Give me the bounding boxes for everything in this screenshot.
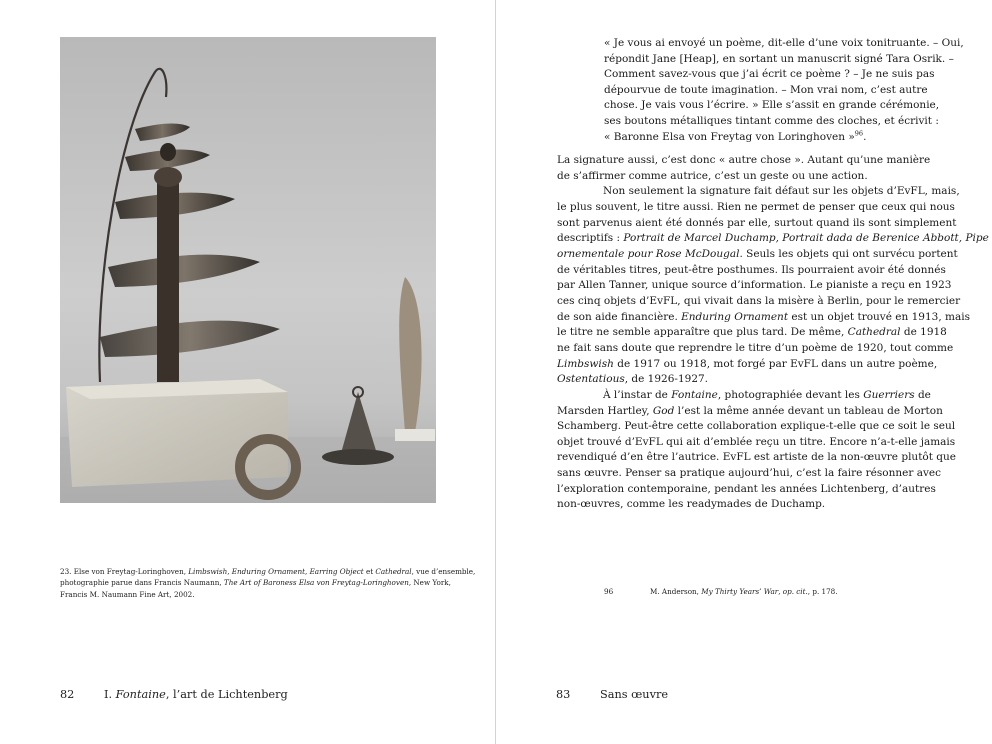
- paragraph-italic: Cathedral: [847, 326, 901, 339]
- footnote-book-title: My Thirty Years’ War: [701, 587, 779, 596]
- quote-line: dépourvue de toute imagination. – Mon vrai nom, c’est autre: [604, 83, 928, 96]
- artwork-photograph: [60, 37, 436, 503]
- paragraph-italic: Guerriers: [863, 388, 915, 401]
- paragraph-line: par Allen Tanner, unique source d’information. Le pianiste a reçu en 1923: [557, 279, 952, 292]
- paragraph-italic: Limbswish: [557, 357, 614, 370]
- paragraph-text: À l’instar de: [603, 388, 672, 401]
- paragraph-text: de: [914, 388, 931, 401]
- paragraph-line: non-œuvres, comme les readymades de Duchamp.: [557, 498, 826, 511]
- paragraph-italic: Enduring Ornament: [681, 310, 789, 323]
- paragraph-text: est un objet trouvé en 1913, mais: [788, 310, 970, 323]
- paragraph-text: le titre ne semble apparaître que plus tard. De même,: [557, 326, 848, 339]
- caption-text: Francis M. Naumann Fine Art, 2002.: [60, 589, 195, 599]
- caption-text: ,: [304, 567, 310, 576]
- footnote-part: , p. 178.: [807, 587, 838, 596]
- paragraph-line: sont parvenus aient été donnés par elle, surtout quand ils sont simplement: [557, 216, 957, 229]
- paragraph-text: . Seuls les objets qui ont survécu portent: [739, 247, 958, 260]
- running-head-part: I.: [104, 688, 116, 701]
- paragraph-italic: Ostentatious: [557, 373, 625, 386]
- page-number-left: 82: [60, 688, 75, 701]
- quote-line: ses boutons métalliques tintant comme des cloches, et écrivit :: [604, 114, 939, 127]
- paragraph-text: de son aide financière.: [557, 310, 682, 323]
- page-number-right: 83: [556, 688, 571, 701]
- sculpture-image: [60, 37, 436, 503]
- quote-line: « Je vous ai envoyé un poème, dit-elle d’une voix tonitruante. – Oui,: [604, 37, 964, 49]
- paragraph-text: , photographiée devant les: [717, 388, 864, 401]
- paragraph-line: sans œuvre. Penser sa pratique aujourd’hui, c’est la faire résonner avec: [557, 467, 941, 480]
- paragraph-text: Marsden Hartley,: [557, 404, 653, 417]
- paragraph-line: La signature aussi, c’est donc « autre chose ». Autant qu’une manière: [557, 154, 931, 166]
- paragraph-line: de s’affirmer comme autrice, c’est un geste ou une action.: [557, 169, 868, 182]
- running-head-part: , l’art de Lichtenberg: [165, 688, 288, 701]
- figure-caption: [60, 566, 476, 600]
- caption-title: Cathedral: [375, 567, 412, 576]
- caption-book-title: The Art of Baroness Elsa von Freytag-Loringhoven: [223, 578, 409, 588]
- caption-text: , New York,: [408, 578, 451, 588]
- caption-title: Earring Object: [309, 567, 364, 576]
- quote-line: chose. Je vais vous l’écrire. » Elle s’assit en grande cérémonie,: [604, 99, 940, 112]
- running-head-right: Sans œuvre: [600, 688, 669, 701]
- paragraph-line: l’exploration contemporaine, pendant les années Lichtenberg, d’autres: [557, 482, 936, 495]
- paragraph-line: le plus souvent, le titre aussi. Rien ne permet de penser que ceux qui nous: [557, 200, 955, 213]
- paragraph-line: ne fait sans doute que reprendre le titre d’un poème de 1920, tout comme: [557, 341, 954, 354]
- block-quote: [604, 36, 964, 145]
- paragraph-text: descriptifs :: [557, 232, 624, 245]
- paragraph-text: de 1917 ou 1918, mot forgé par EvFL dans un autre poème,: [613, 357, 938, 370]
- running-head-italic: Fontaine: [115, 688, 166, 701]
- left-page: [0, 0, 495, 744]
- footnote-reference[interactable]: 96: [854, 129, 864, 138]
- footnote-text: [650, 587, 838, 596]
- paragraph-text: l’est la même année devant un tableau de Morton: [674, 404, 943, 417]
- quote-line: « Baronne Elsa von Freytag von Loringhoven »: [604, 130, 855, 143]
- paragraph-text: de 1918: [900, 326, 947, 339]
- footnote-part-italic: op. cit.: [782, 587, 808, 596]
- footnote-number: 96: [604, 587, 614, 596]
- body-text: [557, 153, 989, 513]
- caption-title: Enduring Ornament: [231, 567, 305, 576]
- paragraph-line: revendiqué d’en être l’autrice. EvFL est artiste de la non-œuvre plutôt que: [557, 451, 956, 464]
- caption-text: , vue d’ensemble,: [411, 567, 476, 576]
- paragraph-italic: God: [652, 404, 675, 417]
- running-head-left: [104, 688, 288, 701]
- page-gutter: [495, 0, 496, 744]
- paragraph-italic: Fontaine: [671, 388, 718, 401]
- paragraph-line: ces cinq objets d’EvFL, qui vivait dans la misère à Berlin, pour le remercier: [557, 294, 961, 307]
- footnote-part: ,: [778, 587, 783, 596]
- paragraph-text: , de 1926-1927.: [624, 373, 709, 386]
- paragraph-line: Schamberg. Peut-être cette collaboration explique-t-elle que ce soit le seul: [557, 420, 956, 433]
- paragraph-italic: ornementale pour Rose McDougal: [557, 247, 740, 260]
- footnote-part: M. Anderson,: [650, 587, 702, 596]
- caption-text: ,: [227, 567, 232, 576]
- caption-text: 23. Else von Freytag-Loringhoven,: [60, 567, 189, 576]
- paragraph-line: de véritables titres, peut-être posthumes. Ils pourraient avoir été donnés: [557, 263, 946, 276]
- quote-line: répondit Jane [Heap], en sortant un manuscrit signé Tara Osrik. –: [604, 52, 954, 65]
- quote-line: Comment savez-vous que j’ai écrit ce poème ? – Je ne suis pas: [604, 68, 935, 81]
- caption-title: Limbswish: [188, 567, 228, 576]
- caption-text: photographie parue dans Francis Naumann,: [60, 578, 224, 588]
- paragraph-line: Non seulement la signature fait défaut sur les objets d’EvFL, mais,: [603, 185, 960, 198]
- caption-text: et: [363, 567, 376, 576]
- quote-line: .: [863, 130, 867, 143]
- paragraph-italic: Portrait de Marcel Duchamp, Portrait dada de Berenice Abbott, Pipe: [623, 232, 989, 245]
- paragraph-line: objet trouvé d’EvFL qui ait d’emblée reçu un titre. Encore n’a-t-elle jamais: [557, 435, 956, 448]
